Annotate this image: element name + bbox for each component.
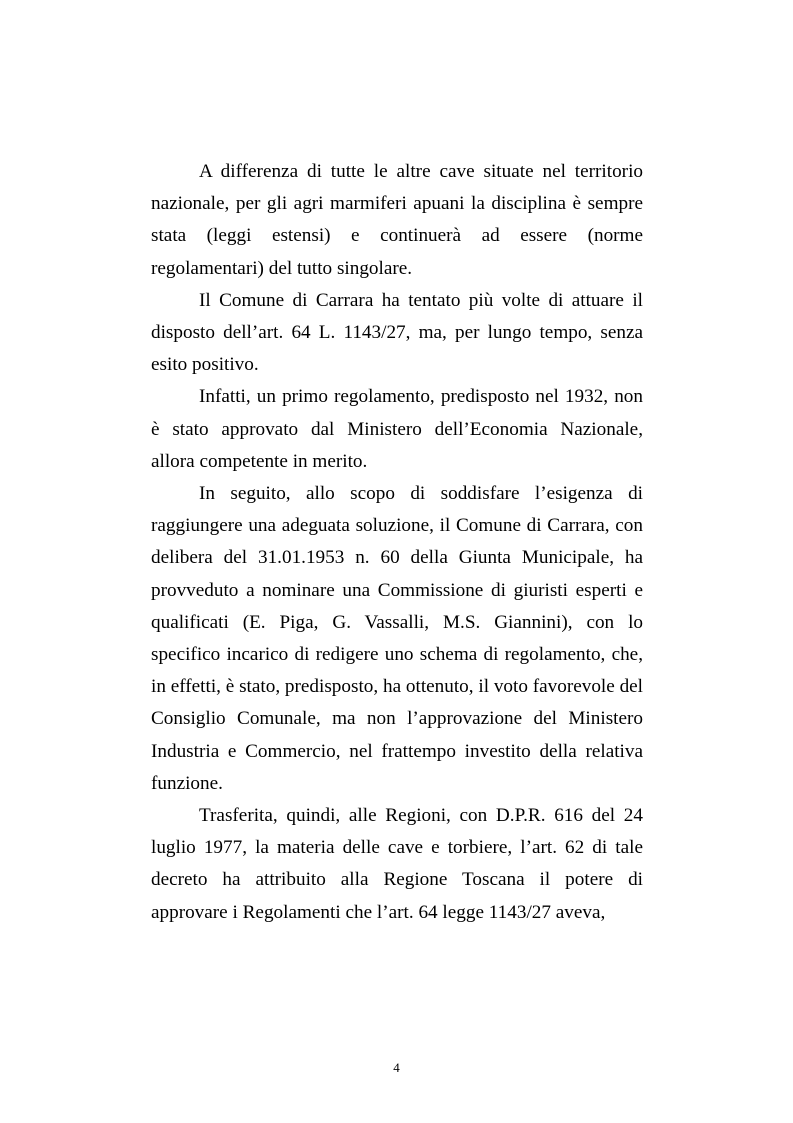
paragraph-5: Trasferita, quindi, alle Regioni, con D.P.R. 616 del 24 luglio 1977, la materia delle cave e torbiere, l’art. 62 di tale decreto ha attribuito alla Regione Toscana il potere di approvare i Regolamenti che l’art. 64 legge 1143/27 aveva, <box>151 805 643 923</box>
paragraph-4: In seguito, allo scopo di soddisfare l’esigenza di raggiungere una adeguata soluzione, il Comune di Carrara, con delibera del 31.01.1953 n. 60 della Giunta Municipale, ha provveduto a nominare una Commissione di giuristi esperti e qualificati (E. Piga, G. Vassalli, M.S. Giannini), con lo specifico incarico di redigere uno schema di regolamento, che, in effetti, è stato, predisposto, ha ottenuto, il voto favorevole del Consiglio Comunale, ma non l’approvazione del Ministero Industria e Commercio, nel frattempo investito della relativa funzione. <box>151 483 644 794</box>
body-text <box>151 156 643 929</box>
paragraph-2: Il Comune di Carrara ha tentato più volte di attuare il disposto dell’art. 64 L. 1143/27, ma, per lungo tempo, senza esito positivo. <box>151 289 643 376</box>
paragraph-1: A differenza di tutte le altre cave situate nel territorio nazionale, per gli agri marmiferi apuani la disciplina è sempre stata (leggi estensi) e continuerà ad essere (norme regolamentari) del tutto singolare. <box>151 161 643 279</box>
paragraph-3: Infatti, un primo regolamento, predisposto nel 1932, non è stato approvato dal Ministero dell’Economia Nazionale, allora competente in merito. <box>151 386 643 472</box>
page-number: 4 <box>393 1060 400 1075</box>
